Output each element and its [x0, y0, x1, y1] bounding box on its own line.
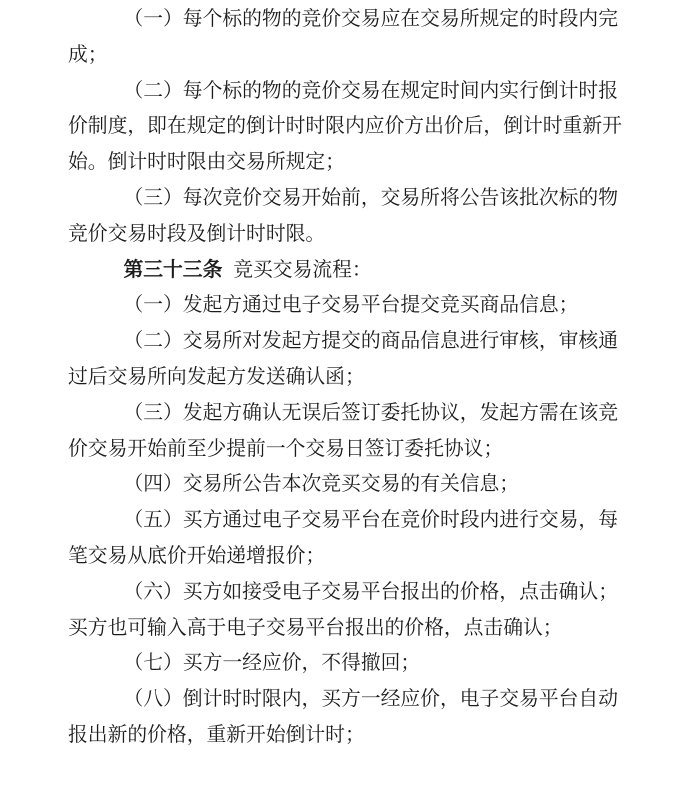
text-line: 过后交易所向发起方发送确认函； — [68, 365, 365, 388]
text-line: （六）买方如接受电子交易平台报出的价格，点击确认； — [123, 580, 618, 603]
article-title: 竞买交易流程： — [233, 258, 372, 281]
paragraph-flow-item-2 — [68, 324, 626, 396]
text-line: 买方也可输入高于电子交易平台报出的价格，点击确认； — [68, 616, 563, 639]
text-line: （八）倒计时时限内，买方一经应价，电子交易平台自动 — [123, 688, 618, 711]
text-line: （二）每个标的物的竞价交易在规定时间内实行倒计时报 — [123, 79, 618, 102]
paragraph-flow-item-8 — [68, 682, 626, 754]
paragraph-clause-item-2 — [68, 74, 626, 181]
paragraph-flow-item-6 — [68, 575, 626, 647]
text-line: （三）每次竞价交易开始前，交易所将公告该批次标的物 — [123, 186, 618, 209]
paragraph-clause-item-1 — [68, 2, 626, 74]
text-line: （五）买方通过电子交易平台在竞价时段内进行交易，每 — [123, 509, 618, 532]
text-line: 价制度，即在规定的倒计时时限内应价方出价后，倒计时重新开 — [68, 115, 622, 138]
text-line: 报出新的价格，重新开始倒计时； — [68, 723, 365, 746]
article-number: 第三十三条 — [123, 258, 223, 281]
paragraph-flow-item-7 — [68, 646, 626, 682]
text-line: （二）交易所对发起方提交的商品信息进行审核，审核通 — [123, 330, 618, 353]
text-line: （一）发起方通过电子交易平台提交竞买商品信息； — [123, 294, 579, 317]
paragraph-flow-item-3 — [68, 396, 626, 468]
text-line: （七）买方一经应价，不得撤回； — [123, 652, 421, 675]
text-line: 竞价交易时段及倒计时时限。 — [68, 222, 326, 245]
paragraph-flow-item-1 — [68, 288, 626, 324]
text-line: （一）每个标的物的竞价交易应在交易所规定的时段内完 — [123, 8, 618, 30]
text-line: 笔交易从底价开始递增报价； — [68, 544, 326, 567]
paragraph-flow-item-5 — [68, 503, 626, 575]
text-line: 价交易开始前至少提前一个交易日签订委托协议； — [68, 437, 504, 460]
text-line: （四）交易所公告本次竞买交易的有关信息； — [123, 473, 520, 496]
paragraph-article-33-heading — [68, 253, 626, 289]
text-line: 始。倒计时时限由交易所规定； — [68, 151, 345, 174]
paragraph-clause-item-3 — [68, 181, 626, 253]
text-line: （三）发起方确认无误后签订委托协议，发起方需在该竞 — [123, 401, 618, 424]
paragraph-flow-item-4 — [68, 467, 626, 503]
text-line: 成； — [68, 43, 108, 66]
article-heading-line — [68, 253, 626, 289]
